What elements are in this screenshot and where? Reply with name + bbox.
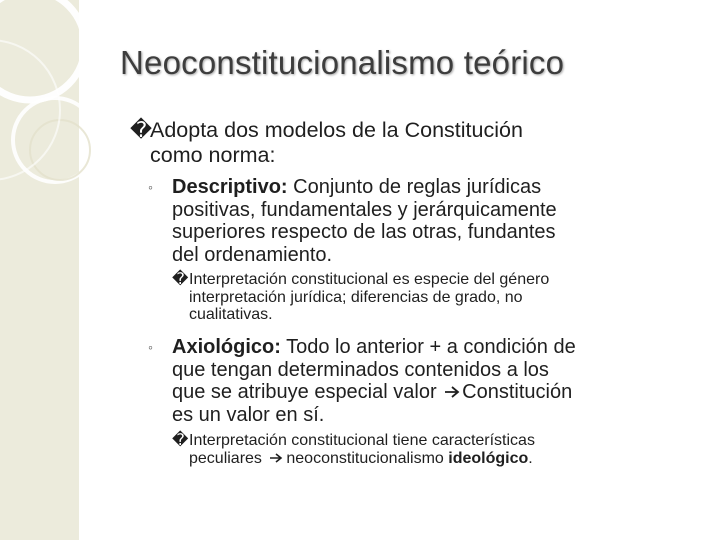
model-text-line: Todo lo anterior + a condición de (280, 336, 576, 358)
sub-point-line: cualitativas. (189, 306, 273, 323)
sub-point-descriptivo (172, 271, 652, 324)
main-point-line1: Adopta dos modelos de la Constitución (150, 118, 523, 142)
box-bullet-icon: � (130, 118, 153, 142)
main-point (130, 118, 650, 168)
slide-title: Neoconstitucionalismo teórico (120, 44, 565, 81)
model-term: Axiológico: (172, 336, 281, 358)
main-point-line2: como norma: (150, 143, 276, 167)
model-term: Descriptivo: (172, 176, 288, 198)
model-text-line: que tengan determinados contenidos a los (172, 358, 549, 381)
model-text-line: positivas, fundamentales y jerárquicamente (172, 198, 557, 221)
box-bullet-icon: � (172, 271, 189, 288)
sub-point-line: peculiares (189, 449, 267, 467)
model-descriptivo (148, 176, 668, 266)
sub-point-line: neoconstitucionalismo (286, 449, 449, 467)
box-bullet-icon: � (172, 432, 189, 449)
arrow-right-icon (266, 450, 286, 468)
circle-bullet-icon: ◦ (148, 179, 153, 195)
model-text-line: del ordenamiento. (172, 243, 333, 266)
sub-point-bold-term: ideológico (448, 449, 529, 467)
sub-point-line: interpretación jurídica; diferencias de grado, no (189, 288, 523, 306)
model-text-line: Conjunto de reglas jurídicas (287, 176, 542, 198)
model-text-line: es un valor en sí. (172, 403, 325, 426)
sub-point-line: Interpretación constitucional tiene características (189, 432, 535, 449)
model-axiologico (148, 336, 668, 426)
arrow-right-icon (442, 381, 462, 404)
model-text-line: que se atribuye especial valor (172, 381, 443, 403)
model-text-line: Constitución (462, 381, 573, 403)
sub-point-line: Interpretación constitucional es especie del género (189, 271, 550, 288)
circle-bullet-icon: ◦ (148, 339, 153, 355)
decorative-circles (0, 0, 153, 210)
model-text-line: superiores respecto de las otras, fundantes (172, 221, 556, 243)
sub-point-axiologico (172, 432, 652, 467)
sub-point-line: . (528, 449, 533, 467)
